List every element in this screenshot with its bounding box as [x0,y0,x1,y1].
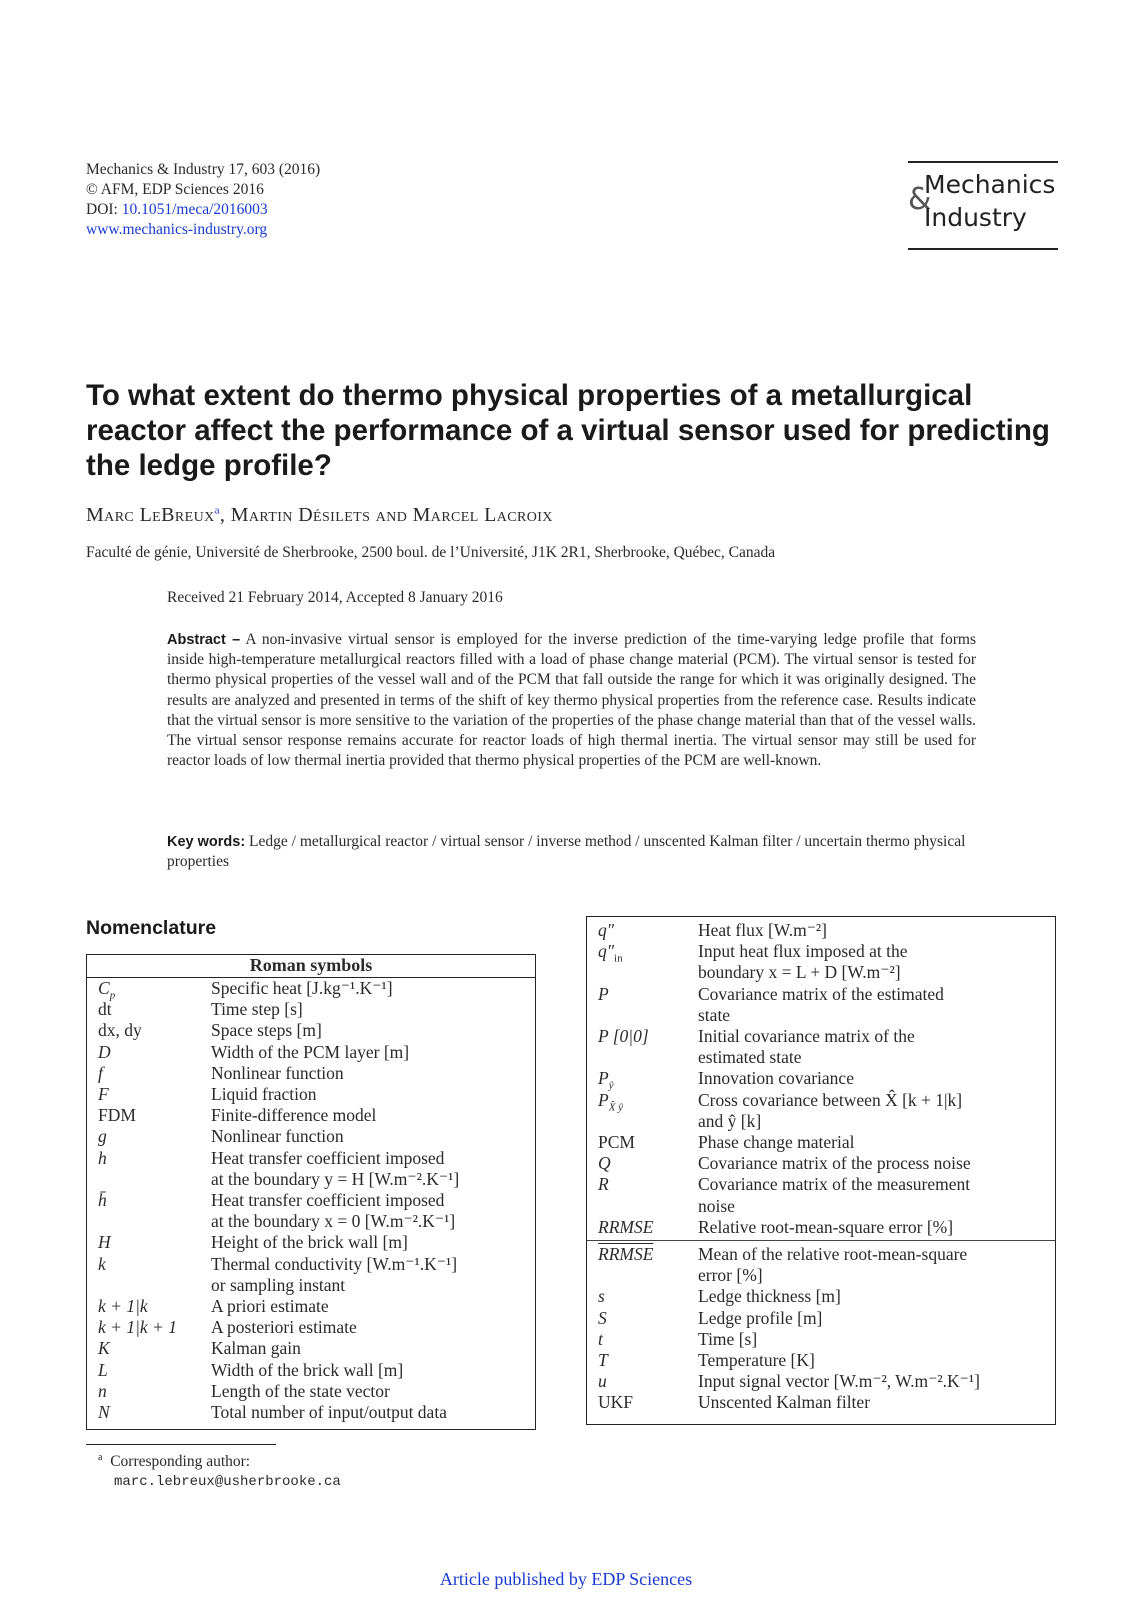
table-row [587,984,1055,1026]
symbol: P [0|0] [598,1026,649,1047]
logo-line-2: Industry [924,203,1027,232]
abstract-label: Abstract – [167,632,241,648]
description: Covariance matrix of the estimated [698,983,944,1004]
description: Input heat flux imposed at the [698,941,908,962]
description: Nonlinear function [211,1062,344,1083]
description: Covariance matrix of the process noise [698,1153,971,1174]
table-row [587,920,1055,941]
symbol: u [598,1371,607,1392]
symbol: h̄ [98,1190,107,1211]
symbol: D [98,1041,111,1062]
row-divider [587,1240,1055,1241]
description: Heat flux [W.m⁻²] [698,920,828,940]
footnote-rule [86,1444,276,1445]
description: Specific heat [J.kg⁻¹.K⁻¹] [211,978,393,998]
description: Thermal conductivity [W.m⁻¹.K⁻¹] [211,1253,458,1274]
symbol: PCM [598,1132,635,1153]
symbol: dx, dy [98,1020,142,1041]
description: Space steps [m] [211,1020,322,1041]
affiliation: Faculté de génie, Université de Sherbrooke, 2500 boul. de l’Université, J1K 2R1, Sherbrooke, Québec, Canada [86,544,776,561]
nomenclature-table-left [86,954,536,1430]
description: Time [s] [698,1328,758,1349]
description-continued: or sampling instant [211,1274,346,1295]
description: Liquid fraction [211,1084,317,1105]
copyright-line: © AFM, EDP Sciences 2016 [86,181,264,198]
description: Covariance matrix of the measurement [698,1174,971,1195]
nomenclature-table-right [586,916,1056,1425]
symbol: $P_ŷ$ [598,1068,614,1092]
table-row [587,1217,1055,1238]
table-row [587,1329,1055,1350]
nomenclature-left-rows [87,978,535,1423]
symbol: F [98,1084,109,1105]
doi-label: DOI: [86,201,122,218]
table-row [587,1308,1055,1329]
symbol: t [598,1328,603,1349]
table-row [587,1090,1055,1132]
description: Finite-difference model [211,1105,377,1126]
footnote-label: Corresponding author: [110,1453,251,1471]
description: Relative root-mean-square error [%] [698,1216,954,1237]
symbol: N [98,1402,110,1423]
description-continued: noise [698,1195,735,1216]
symbol: H [98,1232,111,1253]
abstract [167,630,976,771]
symbol: P [598,983,609,1004]
description-continued: boundary x = L + D [W.m⁻²] [698,962,901,983]
footnote-line [98,1448,341,1472]
symbol: Q [598,1153,611,1174]
footnote-marker: a [98,1452,103,1463]
table-row [87,1296,535,1317]
symbol: n [98,1380,107,1401]
table-row [587,1068,1055,1092]
doi-line [86,200,320,220]
symbol: f [98,1062,103,1083]
table-row [87,1042,535,1063]
keywords-text: Ledge / metallurgical reactor / virtual sensor / inverse method / unscented Kalman filter / uncertain thermo physical properties [167,833,966,871]
description: A posteriori estimate [211,1317,357,1338]
symbol: s [598,1286,605,1307]
description: Phase change material [698,1132,855,1153]
table-row [87,1402,535,1423]
description: Heat transfer coefficient imposed [211,1190,445,1211]
symbol: RRMSE [598,1244,654,1265]
table-row [587,941,1055,983]
table-row [87,1381,535,1402]
description-continued: and ŷ [k] [698,1110,762,1131]
description: Mean of the relative root-mean-square [698,1244,968,1265]
table-row [87,1254,535,1296]
other-authors: , Martin Désilets and Marcel Lacroix [219,504,553,526]
author-list [86,504,553,527]
symbol: g [98,1126,107,1147]
symbol: K [98,1338,110,1359]
logo-ampersand: & [908,182,932,217]
symbol: $C_p$ [98,978,116,1002]
symbol: FDM [98,1105,136,1126]
keywords-label: Key words: [167,834,246,850]
corresponding-email[interactable]: marc.lebreux@usherbrooke.ca [114,1474,341,1491]
table-row [587,1174,1055,1216]
description: Nonlinear function [211,1126,344,1147]
abstract-text: A non-invasive virtual sensor is employed for the inverse prediction of the time-varying ledge profile that forms inside high-temperature metallurgical reactors filled with a load of phase change material (PCM). The virtual sensor is tested for thermo physical properties of the vessel wall and of the PCM that fall outside the range for which it was originally designed. The results are analyzed and presented in terms of the shift of key thermo physical properties from the reference case. Results indicate that the virtual sensor is more sensitive to the variation of the properties of the phase change material than that of the vessel walls. The virtual sensor response remains accurate for reactor loads of high thermal inertia. The virtual sensor may still be used for reactor loads of low thermal inertia provided that thermo physical properties of the PCM are well-known. [167,631,976,770]
description-continued: estimated state [698,1047,802,1068]
symbol: T [598,1350,608,1371]
description: Length of the state vector [211,1380,390,1401]
website-link[interactable]: www.mechanics-industry.org [86,221,268,238]
paper-title: To what extent do thermo physical properties of a metallurgical reactor affect the performance of a virtual sensor used for predicting the ledge profile? [86,379,1050,482]
table-row [87,1317,535,1338]
table-row [87,999,535,1020]
table-row [87,1063,535,1084]
table-row [587,1132,1055,1153]
description: Ledge profile [m] [698,1307,823,1328]
symbol: S [598,1307,607,1328]
symbol: q″ [598,920,615,940]
table-row [587,1371,1055,1392]
description-continued: at the boundary y = H [W.m⁻².K⁻¹] [211,1168,460,1189]
nomenclature-heading: Nomenclature [86,917,217,939]
table-row [87,978,535,1002]
description: Innovation covariance [698,1068,854,1089]
received-dates: Received 21 February 2014, Accepted 8 January 2016 [167,589,503,606]
journal-logo [908,161,1058,250]
table-row [87,1020,535,1041]
table-row [587,1286,1055,1307]
description: Initial covariance matrix of the [698,1026,915,1047]
keywords [167,832,976,872]
table-row [587,1392,1055,1413]
description-continued: at the boundary x = 0 [W.m⁻².K⁻¹] [211,1211,456,1232]
symbol: k + 1|k + 1 [98,1317,177,1338]
symbol: RRMSE [598,1216,654,1237]
table-row [587,1026,1055,1068]
description: Height of the brick wall [m] [211,1232,408,1253]
doi-link[interactable]: 10.1051/meca/2016003 [121,201,268,218]
description: Ledge thickness [m] [698,1286,841,1307]
symbol: k + 1|k [98,1296,148,1317]
footnote [98,1448,341,1492]
description: Input signal vector [W.m⁻², W.m⁻².K⁻¹] [698,1371,980,1392]
table-row [587,1153,1055,1174]
author-1: Marc LeBreux [86,504,215,526]
symbol: $P_{X̂ ŷ}$ [598,1089,624,1114]
journal-line: Mechanics & Industry 17, 603 (2016) [86,161,321,178]
roman-symbols-header: Roman symbols [87,955,535,978]
journal-header [86,160,320,240]
description-continued: error [%] [698,1265,763,1286]
table-row [87,1126,535,1147]
description: Total number of input/output data [211,1402,447,1423]
table-row [87,1084,535,1105]
description: Width of the PCM layer [m] [211,1041,410,1062]
symbol: UKF [598,1392,634,1413]
description: Width of the brick wall [m] [211,1359,404,1380]
table-row [587,1350,1055,1371]
nomenclature-right-rows [587,917,1055,1414]
description: A priori estimate [211,1296,329,1317]
table-row [87,1190,535,1232]
logo-line-1: Mechanics [924,170,1056,199]
description: Unscented Kalman filter [698,1392,871,1413]
description: Kalman gain [211,1338,301,1359]
description: Temperature [K] [698,1350,815,1371]
publisher-footer-link[interactable]: Article published by EDP Sciences [439,1569,693,1589]
symbol: R [598,1174,609,1195]
symbol: L [98,1359,108,1380]
table-row [87,1360,535,1381]
symbol: $q''_{in}$ [598,941,623,965]
description: Cross covariance between X̂ [k + 1|k] [698,1089,963,1110]
symbol: dt [98,999,112,1020]
table-row [587,1244,1055,1286]
table-row [87,1105,535,1126]
table-row [87,1232,535,1253]
description-continued: state [698,1004,731,1025]
symbol: h [98,1147,107,1168]
table-row [87,1148,535,1190]
symbol: k [98,1253,106,1274]
table-row [87,1338,535,1359]
description: Time step [s] [211,999,303,1020]
author-1-footnote-marker[interactable]: a [214,504,220,517]
description: Heat transfer coefficient imposed [211,1147,445,1168]
